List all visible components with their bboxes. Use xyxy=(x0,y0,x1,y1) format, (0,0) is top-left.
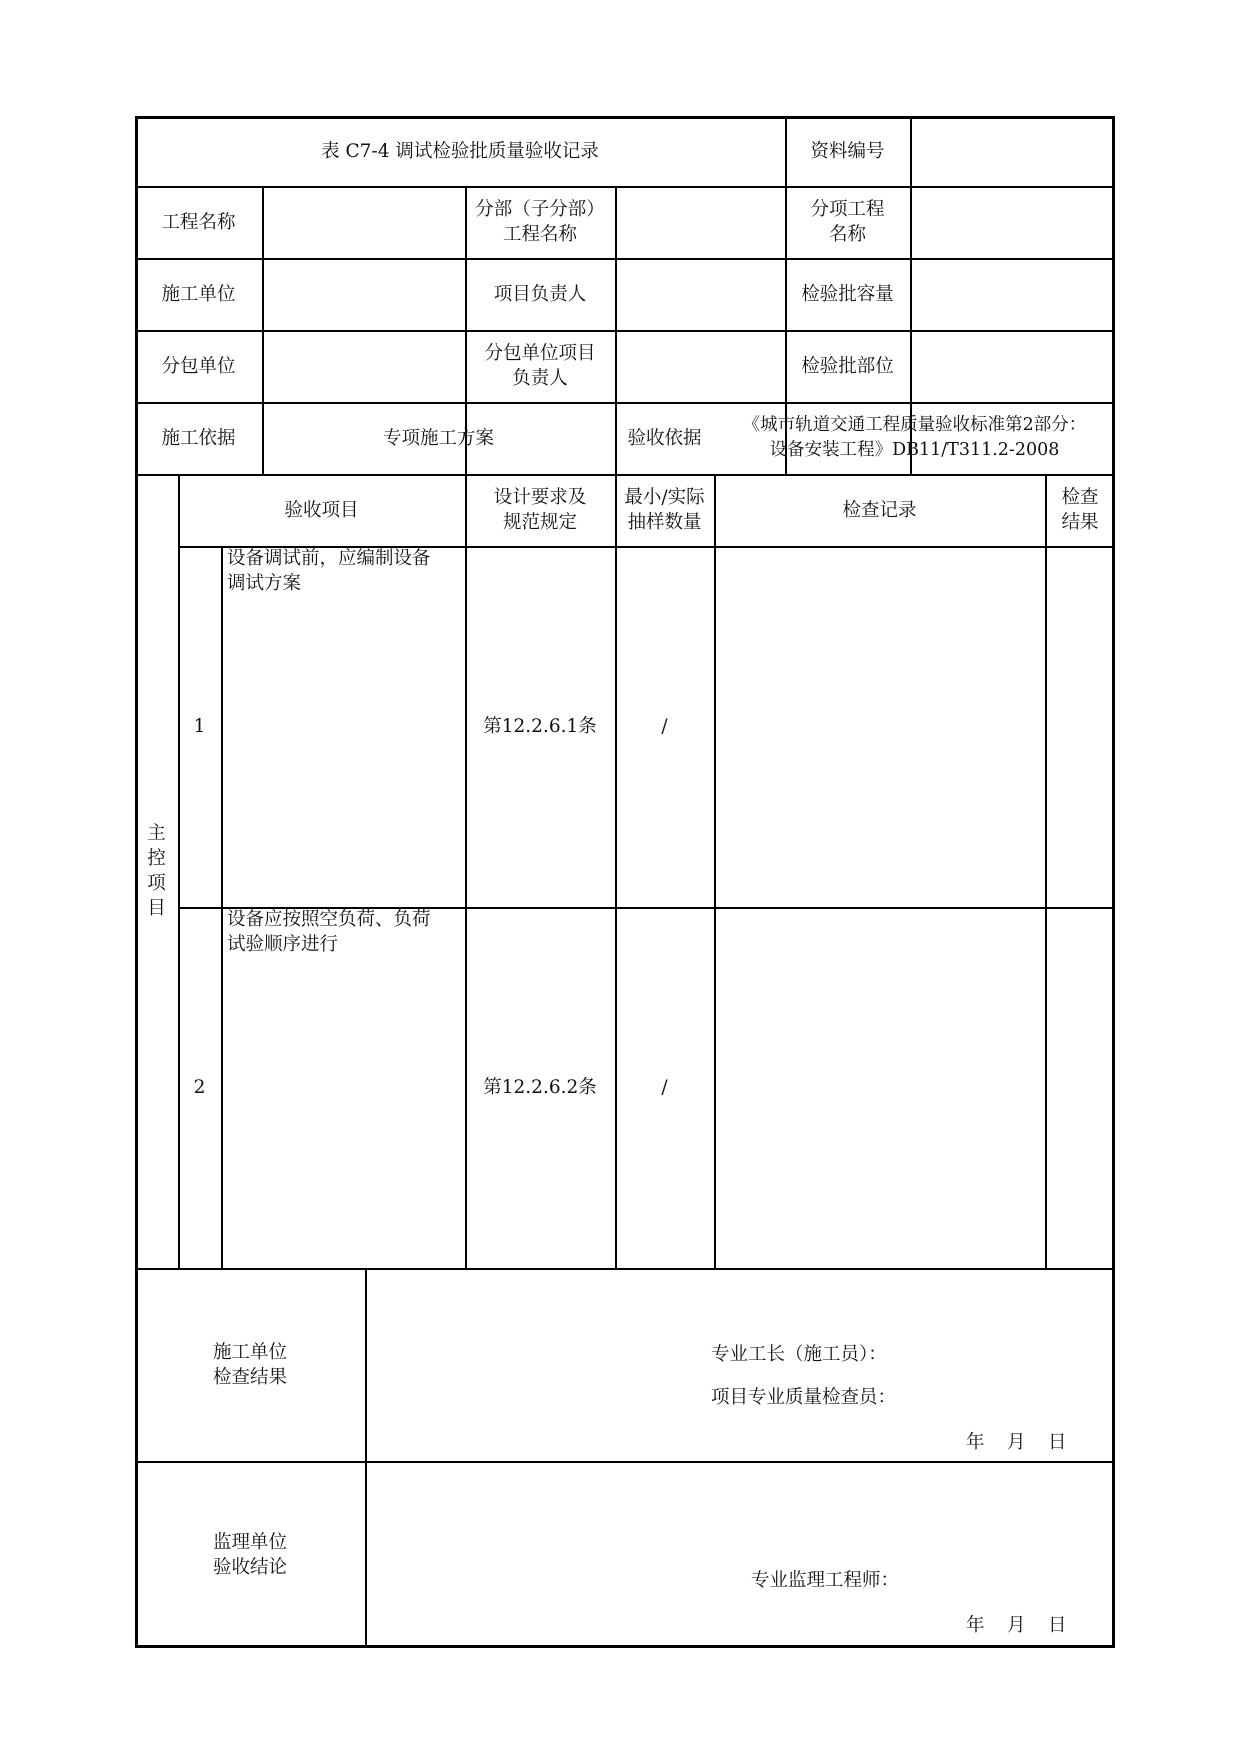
basis-value: 专项施工方案 xyxy=(382,427,494,449)
basis-label: 施工依据 xyxy=(161,427,236,449)
sub-pm-label-line1: 分包单位项目 xyxy=(484,343,596,364)
sub-pm-field[interactable] xyxy=(615,330,785,402)
date-day-label: 日 xyxy=(1048,1615,1067,1636)
foreman-signature-label: 专业工长（施工员）： xyxy=(711,1344,887,1365)
col-header-design-line2: 规范规定 xyxy=(502,512,577,533)
sub-pm-label-line2: 负责人 xyxy=(512,368,568,389)
acceptance-basis-value xyxy=(714,402,1115,474)
acceptance-record-form xyxy=(135,116,1115,1648)
col-header-sample-line1: 最小/实际 xyxy=(624,487,705,508)
doc-no-field[interactable] xyxy=(910,116,1115,186)
section-char: 主 xyxy=(147,823,166,844)
batch-capacity-label: 检验批容量 xyxy=(801,283,894,305)
acceptance-basis-line1: 《城市轨道交通工程质量验收标准第2部分： xyxy=(742,415,1087,435)
supervisor-check-label-line1: 监理单位 xyxy=(212,1531,287,1553)
subdivision-field[interactable] xyxy=(615,186,785,258)
table-row-item xyxy=(221,907,465,1268)
batch-location-label: 检验批部位 xyxy=(801,355,894,377)
table-row-clause: 第12.2.6.2条 xyxy=(483,1077,597,1098)
inspector-signature-label: 项目专业质量检查员： xyxy=(711,1387,897,1408)
item-line: 设备调试前，应编制设备 xyxy=(227,548,431,569)
col-header-result xyxy=(1045,474,1115,546)
form-title: 表 C7-4 调试检验批质量验收记录 xyxy=(321,140,599,162)
subitem-label-line2: 名称 xyxy=(828,224,866,245)
subcontractor-label: 分包单位 xyxy=(161,355,236,377)
table-row-sample: / xyxy=(661,1077,668,1098)
col-header-record: 检查记录 xyxy=(842,499,917,521)
table-row-number: 1 xyxy=(193,716,206,737)
col-header-sample xyxy=(615,474,714,546)
section-char: 控 xyxy=(147,848,166,869)
subdivision-label-line2: 工程名称 xyxy=(502,224,577,245)
table-row-number: 2 xyxy=(193,1077,206,1098)
sub-pm-label xyxy=(465,330,615,402)
item-line: 设备应按照空负荷、负荷 xyxy=(227,909,431,930)
doc-no-label: 资料编号 xyxy=(810,140,885,162)
subdivision-label xyxy=(465,186,615,258)
subitem-label-line1: 分项工程 xyxy=(810,199,885,220)
item-line: 试验顺序进行 xyxy=(227,934,339,955)
date-day-label: 日 xyxy=(1048,1432,1067,1453)
supervisor-check-label xyxy=(135,1461,365,1648)
main-control-items-label xyxy=(135,474,178,1268)
table-row-sample: / xyxy=(661,716,668,737)
acceptance-basis-label: 验收依据 xyxy=(627,427,702,449)
section-char: 项 xyxy=(147,873,166,894)
date-month-label: 月 xyxy=(1007,1432,1026,1453)
table-row-item xyxy=(221,546,465,907)
subdivision-label-line1: 分部（子分部） xyxy=(475,199,605,220)
contractor-check-label xyxy=(135,1268,365,1461)
table-row-record-field[interactable] xyxy=(714,907,1045,1268)
subitem-label xyxy=(785,186,910,258)
pm-label: 项目负责人 xyxy=(493,283,587,305)
col-header-design xyxy=(465,474,615,546)
contractor-check-label-line2: 检查结果 xyxy=(212,1366,287,1388)
col-divider xyxy=(365,1268,367,1648)
contractor-field[interactable] xyxy=(262,258,465,330)
col-header-result-line2: 结果 xyxy=(1061,512,1099,533)
contractor-check-label-line1: 施工单位 xyxy=(212,1341,287,1363)
item-line: 调试方案 xyxy=(227,573,302,594)
col-header-design-line1: 设计要求及 xyxy=(493,487,587,508)
col-header-result-line1: 检查 xyxy=(1061,487,1099,508)
supervisor-check-label-line2: 验收结论 xyxy=(212,1556,287,1578)
contractor-label: 施工单位 xyxy=(161,283,236,305)
project-name-field[interactable] xyxy=(262,186,465,258)
subitem-field[interactable] xyxy=(910,186,1115,258)
table-row-record-field[interactable] xyxy=(714,546,1045,907)
table-row-clause: 第12.2.6.1条 xyxy=(483,716,597,737)
date-year-label: 年 xyxy=(966,1615,985,1636)
pm-field[interactable] xyxy=(615,258,785,330)
batch-location-field[interactable] xyxy=(910,330,1115,402)
date-month-label: 月 xyxy=(1007,1615,1026,1636)
col-header-item: 验收项目 xyxy=(284,499,359,521)
date-year-label: 年 xyxy=(966,1432,985,1453)
acceptance-basis-line2: 设备安装工程》DB11/T311.2-2008 xyxy=(769,440,1060,460)
table-row-result-field[interactable] xyxy=(1045,546,1115,907)
subcontractor-field[interactable] xyxy=(262,330,465,402)
supervisor-engineer-label: 专业监理工程师： xyxy=(751,1570,900,1591)
col-header-sample-line2: 抽样数量 xyxy=(627,512,702,533)
project-name-label: 工程名称 xyxy=(161,211,236,233)
table-row-result-field[interactable] xyxy=(1045,907,1115,1268)
section-char: 目 xyxy=(147,898,166,919)
batch-capacity-field[interactable] xyxy=(910,258,1115,330)
